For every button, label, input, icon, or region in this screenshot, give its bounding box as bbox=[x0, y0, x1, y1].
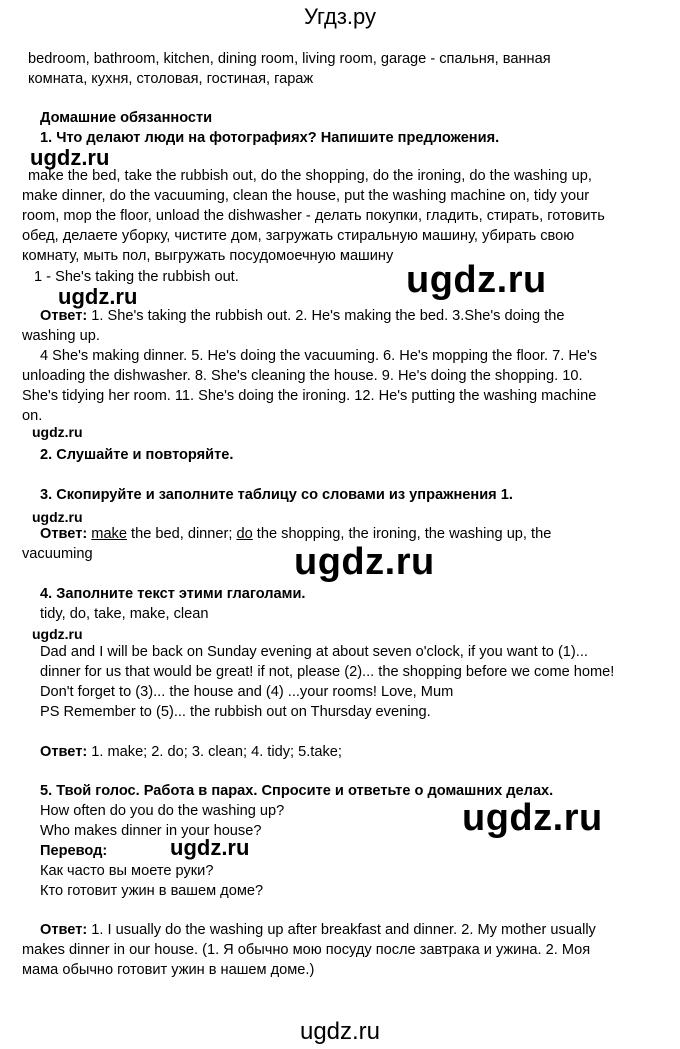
watermark: ugdz.ru bbox=[30, 145, 110, 170]
ex5-answer-line: мама обычно готовит ужин в нашем доме.) bbox=[22, 962, 315, 978]
ex1-vocab-line: комнату, мыть пол, выгружать посудомоечную машину bbox=[22, 248, 394, 264]
ex1-answer-line: on. bbox=[22, 408, 43, 424]
ex1-answer-line: washing up. bbox=[22, 328, 100, 344]
watermark-large: ugdz.ru bbox=[462, 797, 603, 839]
section-title: Домашние обязанности bbox=[40, 110, 213, 126]
ex1-vocab-line: обед, делаете уборку, чистите дом, загружать стиральную машину, убирать свою bbox=[22, 228, 575, 244]
intro-line-2: комната, кухня, столовая, гостиная, гараж bbox=[28, 71, 314, 87]
intro-line-1: bedroom, bathroom, kitchen, dining room, living room, garage - спальня, ванная bbox=[28, 51, 551, 67]
ex1-vocab-line: room, mop the floor, unload the dishwasher - делать покупки, гладить, стирать, готовить bbox=[22, 208, 605, 224]
ex4-text-line: Dad and I will be back on Sunday evening at about seven o'clock, if you want to (1)... bbox=[40, 644, 588, 660]
ex5-translation: Как часто вы моете руки? bbox=[40, 863, 214, 879]
watermark: ugdz.ru bbox=[32, 626, 83, 642]
answer-text: the shopping, the ironing, the washing up, the bbox=[252, 526, 552, 542]
ex3-title: 3. Скопируйте и заполните таблицу со словами из упражнения 1. bbox=[40, 487, 513, 503]
ex1-answer-line bbox=[40, 306, 565, 326]
answer-text: 1. She's taking the rubbish out. 2. He's making the bed. 3.She's doing the bbox=[87, 308, 565, 324]
ex4-text-line: Don't forget to (3)... the house and (4) ...your rooms! Love, Mum bbox=[40, 684, 454, 700]
ex1-example: 1 - She's taking the rubbish out. bbox=[34, 269, 239, 285]
ex4-answer-line bbox=[40, 742, 342, 762]
answer-label: Ответ: bbox=[40, 744, 88, 760]
ex1-answer-line: unloading the dishwasher. 8. She's cleaning the house. 9. He's doing the shopping. 10. bbox=[22, 368, 583, 384]
watermark-large: ugdz.ru bbox=[406, 259, 547, 301]
ex4-verbs: tidy, do, take, make, clean bbox=[40, 606, 209, 622]
ex1-answer-line: 4 She's making dinner. 5. He's doing the vacuuming. 6. He's mopping the floor. 7. He's bbox=[40, 348, 598, 364]
ex4-title: 4. Заполните текст этими глаголами. bbox=[40, 586, 306, 602]
answer-label: Ответ: bbox=[40, 922, 88, 938]
ex4-text-line: PS Remember to (5)... the rubbish out on Thursday evening. bbox=[40, 704, 431, 720]
answer-label: Ответ: bbox=[40, 308, 88, 324]
ex5-question: Who makes dinner in your house? bbox=[40, 823, 262, 839]
ex3-answer-line-2: vacuuming bbox=[22, 546, 93, 562]
ex5-answer-line bbox=[40, 920, 596, 940]
watermark: ugdz.ru bbox=[58, 284, 138, 309]
word-make: make bbox=[91, 526, 127, 542]
ex1-vocab-line: make the bed, take the rubbish out, do the shopping, do the ironing, do the washing up, bbox=[28, 168, 592, 184]
watermark: ugdz.ru bbox=[32, 509, 83, 525]
watermark: ugdz.ru bbox=[170, 835, 250, 860]
word-do: do bbox=[236, 526, 253, 542]
ex5-translation: Кто готовит ужин в вашем доме? bbox=[40, 883, 264, 899]
ex2-title: 2. Слушайте и повторяйте. bbox=[40, 447, 234, 463]
ex5-title: 5. Твой голос. Работа в парах. Спросите и ответьте о домашних делах. bbox=[40, 783, 554, 799]
ex1-answer-line: She's tidying her room. 11. She's doing the ironing. 12. He's putting the washing machine bbox=[22, 388, 597, 404]
answer-text: 1. I usually do the washing up after breakfast and dinner. 2. My mother usually bbox=[87, 922, 596, 938]
watermark-large: ugdz.ru bbox=[294, 541, 435, 583]
watermark: ugdz.ru bbox=[32, 424, 83, 440]
site-title: Угдз.ру bbox=[303, 4, 377, 29]
answer-text: the bed, dinner; bbox=[126, 526, 237, 542]
ex5-question: How often do you do the washing up? bbox=[40, 803, 285, 819]
ex1-vocab-line: make dinner, do the vacuuming, clean the house, put the washing machine on, tidy your bbox=[22, 188, 590, 204]
footer-site-name: ugdz.ru bbox=[299, 1018, 381, 1045]
translation-label: Перевод: bbox=[40, 843, 108, 859]
ex5-answer-line: makes dinner in our house. (1. Я обычно мою посуду после завтрака и ужина. 2. Моя bbox=[22, 942, 591, 958]
answer-label: Ответ: bbox=[40, 526, 88, 542]
ex4-text-line: dinner for us that would be great! if not, please (2)... the shopping before we come home! bbox=[40, 664, 615, 680]
answer-text: 1. make; 2. do; 3. clean; 4. tidy; 5.take; bbox=[87, 744, 342, 760]
ex1-title: 1. Что делают люди на фотографиях? Напишите предложения. bbox=[40, 130, 500, 146]
